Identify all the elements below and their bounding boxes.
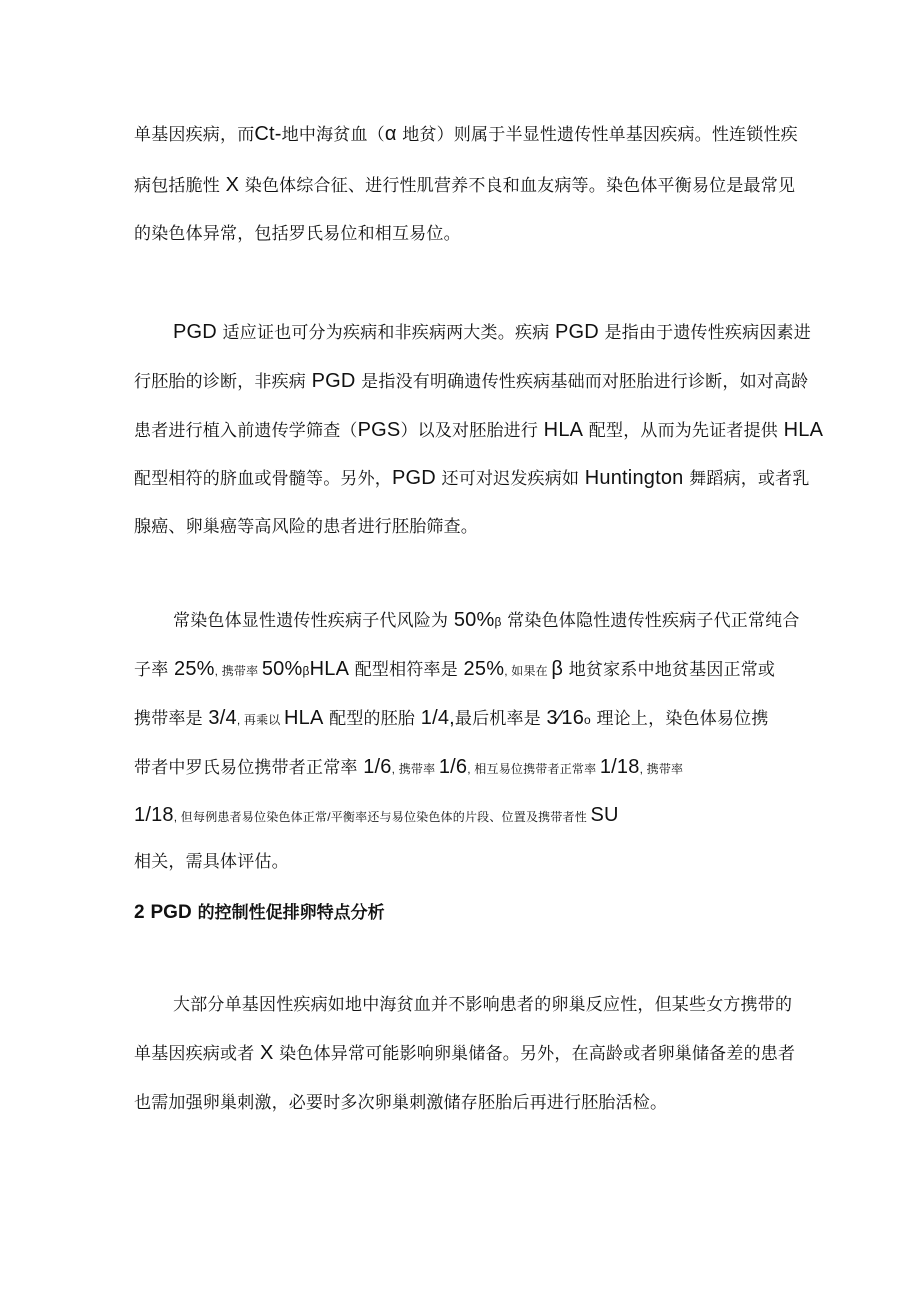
text-run: PGD (173, 321, 217, 343)
paragraph-3-line-5 (134, 803, 619, 829)
text-run: 是指没有明确遗传性疾病基础而对胚胎进行诊断，如对高龄 (355, 372, 809, 392)
paragraph-2-line-3 (134, 418, 823, 443)
paragraph-2-line-4 (134, 466, 810, 491)
text-run: , 携带率 (391, 762, 439, 776)
text-run: X (260, 1042, 274, 1064)
text-run: 常染色体隐性遗传性疾病子代正常纯合 (501, 611, 800, 631)
text-run: Ct- (254, 123, 282, 145)
text-run: 单基因疾病或者 (134, 1044, 261, 1064)
text-run: 最后机率是 (454, 709, 547, 729)
paragraph-3-line-6: 相关，需具体评估。 (134, 852, 289, 872)
text-run: 50% (261, 658, 303, 680)
paragraph-1-line-1 (134, 122, 798, 147)
paragraph-4-line-1: 大部分单基因性疾病如地中海贫血并不影响患者的卵巢反应性，但某些女方携带的 (173, 995, 793, 1015)
text-run: 携带率是 (134, 709, 209, 729)
text-run: HLA (783, 419, 824, 441)
paragraph-4-line-3: 也需加强卵巢刺激，必要时多次卵巢刺激储存胚胎后再进行胚胎活检。 (134, 1093, 668, 1113)
text-run: 1/6 (363, 756, 392, 778)
paragraph-3-line-1 (173, 608, 800, 634)
heading-number: 2 (134, 902, 145, 923)
text-run: 配型的胚胎 (323, 709, 421, 729)
text-run: 的控制性促排卵特点分析 (191, 903, 385, 923)
paragraph-1-line-3: 的染色体异常，包括罗氏易位和相互易位。 (134, 224, 461, 244)
section-heading (134, 901, 385, 925)
text-run: β (494, 615, 502, 629)
text-run: 25% (174, 658, 215, 680)
text-run: , 但每例患者易位染色体正常/平衡率还与易位染色体的片段、位置及携带者性 (173, 810, 591, 824)
paragraph-2-line-1 (173, 320, 811, 345)
text-run: 患者进行植入前遗传学筛查（ (134, 421, 358, 441)
text-run: α (384, 123, 397, 145)
paragraph-3-line-2 (134, 657, 775, 683)
text-run: Huntington (584, 467, 684, 489)
text-run: PGD (150, 902, 192, 923)
text-run: , 相互易位携带者正常率 (467, 762, 600, 776)
text-run: 1/6 (438, 756, 468, 778)
text-run: 子率 (134, 660, 175, 680)
paragraph-2-line-5: 腺癌、卵巢癌等高风险的患者进行胚胎筛查。 (134, 517, 478, 537)
text-run: 3∕16 (546, 707, 585, 729)
paragraph-2-line-2 (134, 369, 808, 394)
text-run: 行胚胎的诊断，非疾病 (134, 372, 312, 392)
text-run: 是指由于遗传性疾病因素进 (598, 323, 811, 343)
text-run: 配型相符的脐血或骨髓等。另外， (134, 469, 392, 489)
text-run: 单基因疾病，而 (134, 125, 255, 145)
text-run: o (584, 713, 591, 727)
paragraph-4-line-2 (134, 1041, 795, 1066)
text-run: β (551, 658, 564, 680)
text-run: β (302, 664, 310, 678)
text-run: 地贫）则属于半显性遗传性单基因疾病。性连锁性疾 (396, 125, 798, 145)
text-run: 适应证也可分为疾病和非疾病两大类。疾病 (216, 323, 555, 343)
text-run: , 再乘以 (236, 713, 285, 727)
text-run: 染色体综合征、进行性肌营养不良和血友病等。染色体平衡易位是最常见 (239, 176, 796, 196)
text-run: 染色体异常可能影响卵巢储备。另外，在高龄或者卵巢储备差的患者 (273, 1044, 796, 1064)
text-run: PGD (311, 370, 356, 392)
text-run: 地中海贫血（ (281, 125, 385, 145)
text-run: 理论上，染色体易位携 (590, 709, 769, 729)
text-run: 带者中罗氏易位携带者正常率 (134, 758, 364, 778)
text-run: PGS (357, 419, 401, 441)
text-run: 1/18 (134, 804, 174, 826)
text-run: 1/4, (420, 707, 455, 729)
text-run: 还可对迟发疾病如 (435, 469, 585, 489)
text-run: 1/18 (599, 756, 640, 778)
text-run: HLA (543, 419, 584, 441)
text-run: HLA (309, 658, 350, 680)
text-run: X (225, 174, 240, 196)
paragraph-3-line-3 (134, 706, 769, 732)
text-run: , 如果在 (504, 664, 552, 678)
text-run: 3/4 (208, 707, 237, 729)
text-run: 25% (463, 658, 505, 680)
text-run: ）以及对胚胎进行 (400, 421, 544, 441)
text-run: , 携带率 (639, 762, 684, 776)
text-run: 配型相符率是 (349, 660, 464, 680)
text-run: 地贫家系中地贫基因正常或 (563, 660, 776, 680)
text-run: SU (590, 804, 619, 826)
text-run: 常染色体显性遗传性疾病子代风险为 (173, 611, 454, 631)
text-run: , 携带率 (214, 664, 262, 678)
text-run: 舞蹈病，或者乳 (683, 469, 810, 489)
text-run: PGD (392, 467, 436, 489)
paragraph-1-line-2 (134, 173, 795, 198)
text-run: PGD (554, 321, 599, 343)
text-run: HLA (284, 707, 324, 729)
text-run: 病包括脆性 (134, 176, 226, 196)
text-run: 50% (453, 609, 495, 631)
text-run: 配型，从而为先证者提供 (583, 421, 784, 441)
paragraph-3-line-4 (134, 755, 683, 781)
